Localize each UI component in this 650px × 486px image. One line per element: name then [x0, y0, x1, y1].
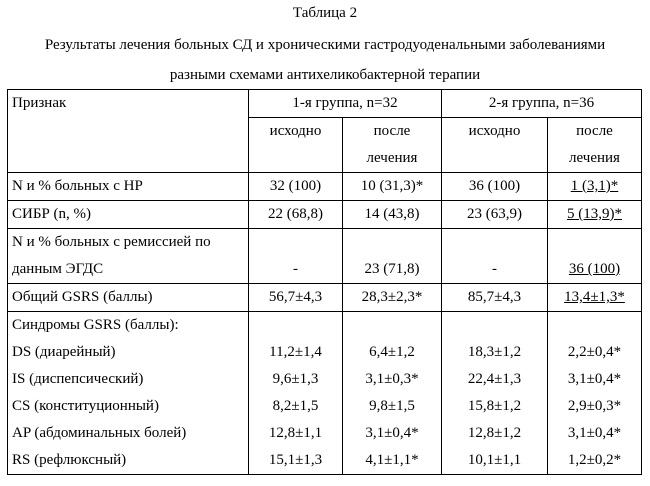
header-g2-baseline-cont — [442, 145, 548, 173]
cell-g2-base: 12,8±1,2 — [442, 420, 548, 447]
header-g2-after: после — [548, 118, 642, 146]
cell-g1-after: 14 (43,8) — [343, 201, 442, 229]
header-group1: 1-я группа, n=32 — [249, 90, 442, 118]
header-g1-baseline-cont — [249, 145, 343, 173]
cell-g2-after: 3,1±0,4* — [548, 366, 642, 393]
header-row-groups — [8, 90, 642, 118]
cell-g2-base: - — [442, 256, 548, 284]
table-row — [8, 201, 642, 229]
cell-g1-after: 23 (71,8) — [343, 256, 442, 284]
row-label: Общий GSRS (баллы) — [8, 284, 249, 312]
cell-g1-after: 6,4±1,2 — [343, 339, 442, 366]
table-row — [8, 229, 642, 257]
row-label: СИБР (n, %) — [8, 201, 249, 229]
cell-g2-base: 15,8±1,2 — [442, 393, 548, 420]
header-g2-after-cont: лечения — [548, 145, 642, 173]
cell-g2-after: 2,2±0,4* — [548, 339, 642, 366]
cell-g2-after: 1 (3,1)* — [570, 178, 619, 194]
cell-g1-base: 9,6±1,3 — [249, 366, 343, 393]
cell-g2-base: 23 (63,9) — [442, 201, 548, 229]
cell-g2-base: 10,1±1,1 — [442, 447, 548, 475]
table-row — [8, 284, 642, 312]
cell-g1-base: 11,2±1,4 — [249, 339, 343, 366]
cell-g2-after: 13,4±1,3* — [564, 289, 625, 305]
row-label-line1: N и % больных с ремиссией по — [8, 229, 249, 257]
cell-g1-after: 4,1±1,1* — [343, 447, 442, 475]
header-g1-after-cont: лечения — [343, 145, 442, 173]
header-group2: 2-я группа, n=36 — [442, 90, 642, 118]
table-row — [8, 366, 642, 393]
table-row — [8, 420, 642, 447]
syndromes-heading: Синдромы GSRS (баллы): — [8, 312, 249, 340]
cell-g1-after: 10 (31,3)* — [343, 173, 442, 201]
cell-g1-after: 28,3±2,3* — [343, 284, 442, 312]
cell-g1-base: - — [249, 256, 343, 284]
cell-g1-base: 8,2±1,5 — [249, 393, 343, 420]
cell-g2-after: 1,2±0,2* — [548, 447, 642, 475]
cell-g2-after: 3,1±0,4* — [548, 420, 642, 447]
cell-g2-base: 85,7±4,3 — [442, 284, 548, 312]
table-row — [8, 393, 642, 420]
header-g2-baseline: исходно — [442, 118, 548, 146]
cell-g1-base: 56,7±4,3 — [249, 284, 343, 312]
cell-g1-base: 15,1±1,3 — [249, 447, 343, 475]
table-row — [8, 339, 642, 366]
table-title-line2: разными схемами антихеликобактерной терапии — [169, 67, 481, 83]
table-title-line1: Результаты лечения больных СД и хроническими гастродуоденальными заболеваниями — [44, 37, 606, 53]
cell-g1-base: 32 (100) — [249, 173, 343, 201]
cell-g2-after: 2,9±0,3* — [548, 393, 642, 420]
header-g1-after: после — [343, 118, 442, 146]
results-table — [7, 89, 642, 475]
table-row — [8, 447, 642, 475]
row-label: DS (диарейный) — [8, 339, 249, 366]
table-row — [8, 256, 642, 284]
cell-g2-after: 36 (100) — [568, 261, 621, 277]
cell-g1-base: 12,8±1,1 — [249, 420, 343, 447]
header-feature: Признак — [8, 90, 249, 173]
cell-g2-after: 5 (13,9)* — [567, 206, 622, 222]
cell-g2-base: 36 (100) — [442, 173, 548, 201]
cell-g1-after: 9,8±1,5 — [343, 393, 442, 420]
cell-g1-base: 22 (68,8) — [249, 201, 343, 229]
cell-g2-base: 18,3±1,2 — [442, 339, 548, 366]
table-number: Таблица 2 — [292, 5, 358, 21]
cell-g1-after: 3,1±0,4* — [343, 420, 442, 447]
cell-g1-after: 3,1±0,3* — [343, 366, 442, 393]
syndromes-heading-row — [8, 312, 642, 340]
row-label: RS (рефлюксный) — [8, 447, 249, 475]
table-row — [8, 173, 642, 201]
cell-g2-base: 22,4±1,3 — [442, 366, 548, 393]
row-label: IS (диспепсический) — [8, 366, 249, 393]
row-label: CS (конституционный) — [8, 393, 249, 420]
row-label-line2: данным ЭГДС — [8, 256, 249, 284]
header-g1-baseline: исходно — [249, 118, 343, 146]
row-label: AP (абдоминальных болей) — [8, 420, 249, 447]
row-label: N и % больных с HP — [8, 173, 249, 201]
